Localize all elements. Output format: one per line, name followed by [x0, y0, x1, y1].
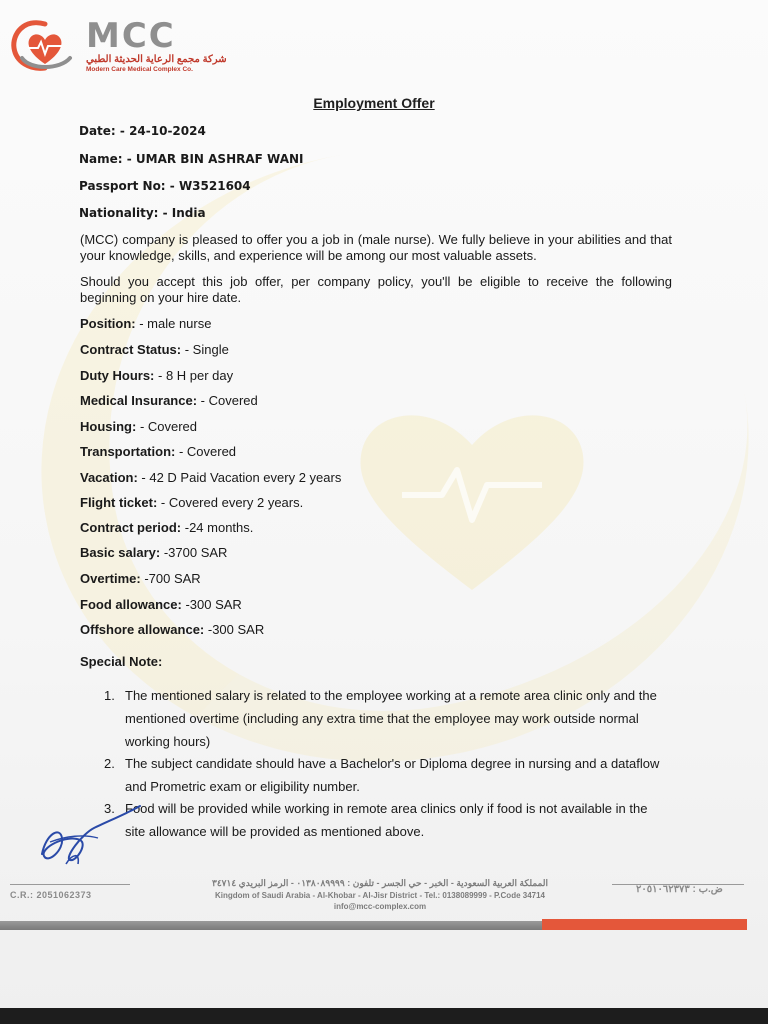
- commercial-registration: C.R.: 2051062373: [10, 890, 92, 900]
- logo-text: MCC: [86, 16, 176, 56]
- term-label: Flight ticket:: [80, 495, 158, 510]
- term-row: [80, 495, 303, 511]
- note-item: [104, 684, 670, 753]
- term-value: -3700 SAR: [160, 545, 228, 560]
- note-number: 2.: [104, 756, 115, 771]
- note-text: The mentioned salary is related to the employee working at a remote area clinic only and the mentioned overtime (including any extra time that the employee may work outside normal working hours): [125, 688, 657, 749]
- term-label: Housing:: [80, 419, 137, 434]
- logo-english-name: Modern Care Medical Complex Co.: [86, 66, 193, 73]
- term-row: [80, 316, 211, 332]
- mcc-logo-icon: [10, 18, 80, 74]
- term-label: Food allowance:: [80, 597, 182, 612]
- note-text: Food will be provided while working in remote area clinics only if food is not available in the site allowance will be provided as mentioned above.: [125, 801, 648, 839]
- eligibility-paragraph: Should you accept this job offer, per company policy, you'll be eligible to receive the following beginning on your hire date.: [80, 274, 672, 305]
- term-value: - male nurse: [135, 316, 212, 331]
- term-label: Transportation:: [80, 444, 176, 459]
- document-title: Employment Offer: [313, 95, 435, 111]
- term-label: Vacation:: [80, 470, 138, 485]
- term-label: Contract Status:: [80, 342, 182, 357]
- nationality-line: Nationality: - India: [79, 206, 206, 220]
- term-row: [80, 545, 227, 561]
- term-label: Medical Insurance:: [80, 393, 198, 408]
- note-item: [104, 797, 670, 843]
- name-line: Name: - UMAR BIN ASHRAF WANI: [79, 152, 304, 166]
- term-value: - 42 D Paid Vacation every 2 years: [137, 470, 342, 485]
- note-item: [104, 752, 670, 798]
- term-label: Duty Hours:: [80, 368, 155, 383]
- term-row: [80, 342, 229, 358]
- term-value: - Covered: [197, 393, 258, 408]
- background-edge: [0, 1008, 768, 1024]
- term-label: Contract period:: [80, 520, 182, 535]
- term-value: - Covered: [136, 419, 198, 434]
- term-value: -300 SAR: [181, 597, 242, 612]
- term-label: Overtime:: [80, 571, 141, 586]
- handwritten-signature: [36, 804, 146, 874]
- term-value: - 8 H per day: [154, 368, 234, 383]
- term-row: [80, 368, 233, 384]
- term-row: [80, 444, 236, 460]
- commercial-registration-arabic: ض.ب : ٢٠٥١٠٦٢٣٧٣: [636, 884, 723, 895]
- address-arabic: المملكة العربية السعودية - الخبر - حي الجسر - تلفون : ٠١٣٨٠٨٩٩٩٩ - الرمز البريدي ٣٤٧١٤: [212, 878, 548, 888]
- term-row: [80, 571, 201, 587]
- term-value: - Covered every 2 years.: [157, 495, 304, 510]
- passport-line: Passport No: - W3521604: [79, 179, 251, 193]
- term-value: -300 SAR: [204, 622, 265, 637]
- term-row: [80, 393, 258, 409]
- address-english: Kingdom of Saudi Arabia - Al-Khobar - Al-Jisr District - Tel.: 0138089999 - P.Code 34714: [214, 891, 545, 900]
- special-note-title: Special Note:: [80, 654, 163, 669]
- term-row: [80, 597, 242, 613]
- footer-stripe-gray: [0, 921, 542, 930]
- footer-divider-left: [10, 884, 130, 885]
- term-value: - Covered: [175, 444, 237, 459]
- note-number: 1.: [104, 688, 115, 703]
- term-label: Basic salary:: [80, 545, 161, 560]
- term-row: [80, 470, 341, 486]
- term-row: [80, 622, 264, 638]
- footer-stripe-red: [542, 919, 747, 930]
- term-value: -700 SAR: [140, 571, 201, 586]
- note-number: 3.: [104, 801, 115, 816]
- email-link[interactable]: info@mcc-complex.com: [333, 902, 427, 911]
- note-text: The subject candidate should have a Bachelor's or Diploma degree in nursing and a dataflow and Prometric exam or eligibility number.: [125, 756, 660, 794]
- logo-arabic-name: شركة مجمع الرعاية الحديثة الطبي: [86, 54, 227, 65]
- date-line: Date: - 24-10-2024: [79, 124, 206, 138]
- term-label: Offshore allowance:: [80, 622, 205, 637]
- watermark-heart-icon: [352, 400, 592, 600]
- term-value: -24 months.: [181, 520, 254, 535]
- term-row: [80, 520, 253, 536]
- term-row: [80, 419, 197, 435]
- term-value: - Single: [181, 342, 229, 357]
- term-label: Position:: [80, 316, 136, 331]
- intro-paragraph: (MCC) company is pleased to offer you a job in (male nurse). We fully believe in your abilities and that your knowledge, skills, and experience will be among our most valuable assets.: [80, 232, 672, 263]
